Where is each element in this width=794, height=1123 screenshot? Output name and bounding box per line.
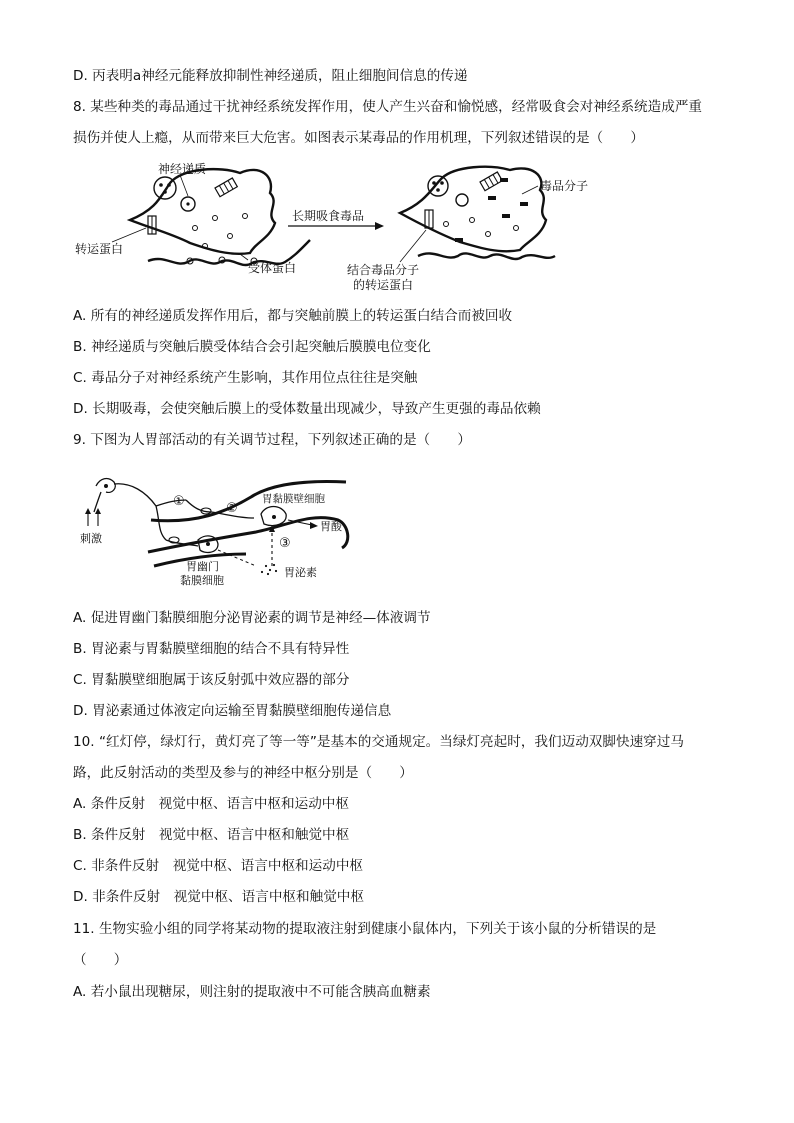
q10-option-c: C. 非条件反射 视觉中枢、语言中枢和运动中枢 <box>73 858 364 874</box>
label-drug-molecule: 毒品分子 <box>540 179 589 193</box>
label-receptor: 受体蛋白 <box>248 261 297 275</box>
q9-stem: 9. 下图为人胃部活动的有关调节过程，下列叙述正确的是（ ） <box>73 432 471 448</box>
q9-option-c: C. 胃黏膜壁细胞属于该反射弧中效应器的部分 <box>73 672 350 688</box>
q10-stem-line1: 10. “红灯停，绿灯行，黄灯亮了等一等”是基本的交通规定。当绿灯亮起时，我们迈动双脚快速穿过马 <box>73 734 684 750</box>
q9-option-d: D. 胃泌素通过体液定向运输至胃黏膜壁细胞传递信息 <box>73 703 392 719</box>
label-parietal-cell: 胃黏膜壁细胞 <box>262 493 325 505</box>
q8-stem-line2: 损伤并使人上瘾，从而带来巨大危害。如图表示某毒品的作用机理，下列叙述错误的是（ ） <box>73 130 644 146</box>
label-stimulus: 刺激 <box>80 532 102 545</box>
q7-option-d: D. 丙表明a神经元能释放抑制性神经递质，阻止细胞间信息的传递 <box>73 68 468 84</box>
q9-option-b: B. 胃泌素与胃黏膜壁细胞的结合不具有特异性 <box>73 641 350 657</box>
label-bound-transporter-2: 的转运蛋白 <box>353 278 414 292</box>
q11-stem-line2: （ ） <box>73 952 128 968</box>
q8-option-a: A. 所有的神经递质发挥作用后，都与突触前膜上的转运蛋白结合而被回收 <box>73 308 513 324</box>
q10-option-a: A. 条件反射 视觉中枢、语言中枢和运动中枢 <box>73 796 349 812</box>
q10-option-d: D. 非条件反射 视觉中枢、语言中枢和触觉中枢 <box>73 889 364 905</box>
label-pyloric-cell-2: 黏膜细胞 <box>180 574 224 587</box>
label-pyloric-cell-1: 胃幽门 <box>186 560 219 573</box>
q8-stem-line1: 8. 某些种类的毒品通过干扰神经系统发挥作用，使人产生兴奋和愉悦感，经常吸食会对神经系统造成严重 <box>73 99 703 115</box>
label-bound-transporter-1: 结合毒品分子 <box>347 263 420 277</box>
label-gastrin: 胃泌素 <box>284 566 317 579</box>
label-neurotransmitter: 神经递质 <box>158 162 207 176</box>
label-pathway-3: ③ <box>279 536 291 551</box>
q10-stem-line2: 路，此反射活动的类型及参与的神经中枢分别是（ ） <box>73 765 413 781</box>
q8-option-d: D. 长期吸毒，会使突触后膜上的受体数量出现减少，导致产生更强的毒品依赖 <box>73 401 541 417</box>
label-gastric-acid: 胃酸 <box>320 520 342 533</box>
synapse-drug-figure <box>70 158 630 298</box>
label-transporter: 转运蛋白 <box>75 242 124 256</box>
q8-option-b: B. 神经递质与突触后膜受体结合会引起突触后膜膜电位变化 <box>73 339 431 355</box>
label-pathway-1: ① <box>173 494 185 509</box>
q9-option-a: A. 促进胃幽门黏膜细胞分泌胃泌素的调节是神经—体液调节 <box>73 610 431 626</box>
label-pathway-2: ② <box>226 501 238 516</box>
label-long-term-drug-use: 长期吸食毒品 <box>292 209 365 223</box>
q11-option-a: A. 若小鼠出现糖尿，则注射的提取液中不可能含胰高血糖素 <box>73 984 431 1000</box>
q11-stem-line1: 11. 生物实验小组的同学将某动物的提取液注射到健康小鼠体内，下列关于该小鼠的分析错误的是 <box>73 921 657 937</box>
gastric-regulation-figure <box>76 462 366 592</box>
q8-option-c: C. 毒品分子对神经系统产生影响，其作用位点往往是突触 <box>73 370 418 386</box>
q10-option-b: B. 条件反射 视觉中枢、语言中枢和触觉中枢 <box>73 827 350 843</box>
